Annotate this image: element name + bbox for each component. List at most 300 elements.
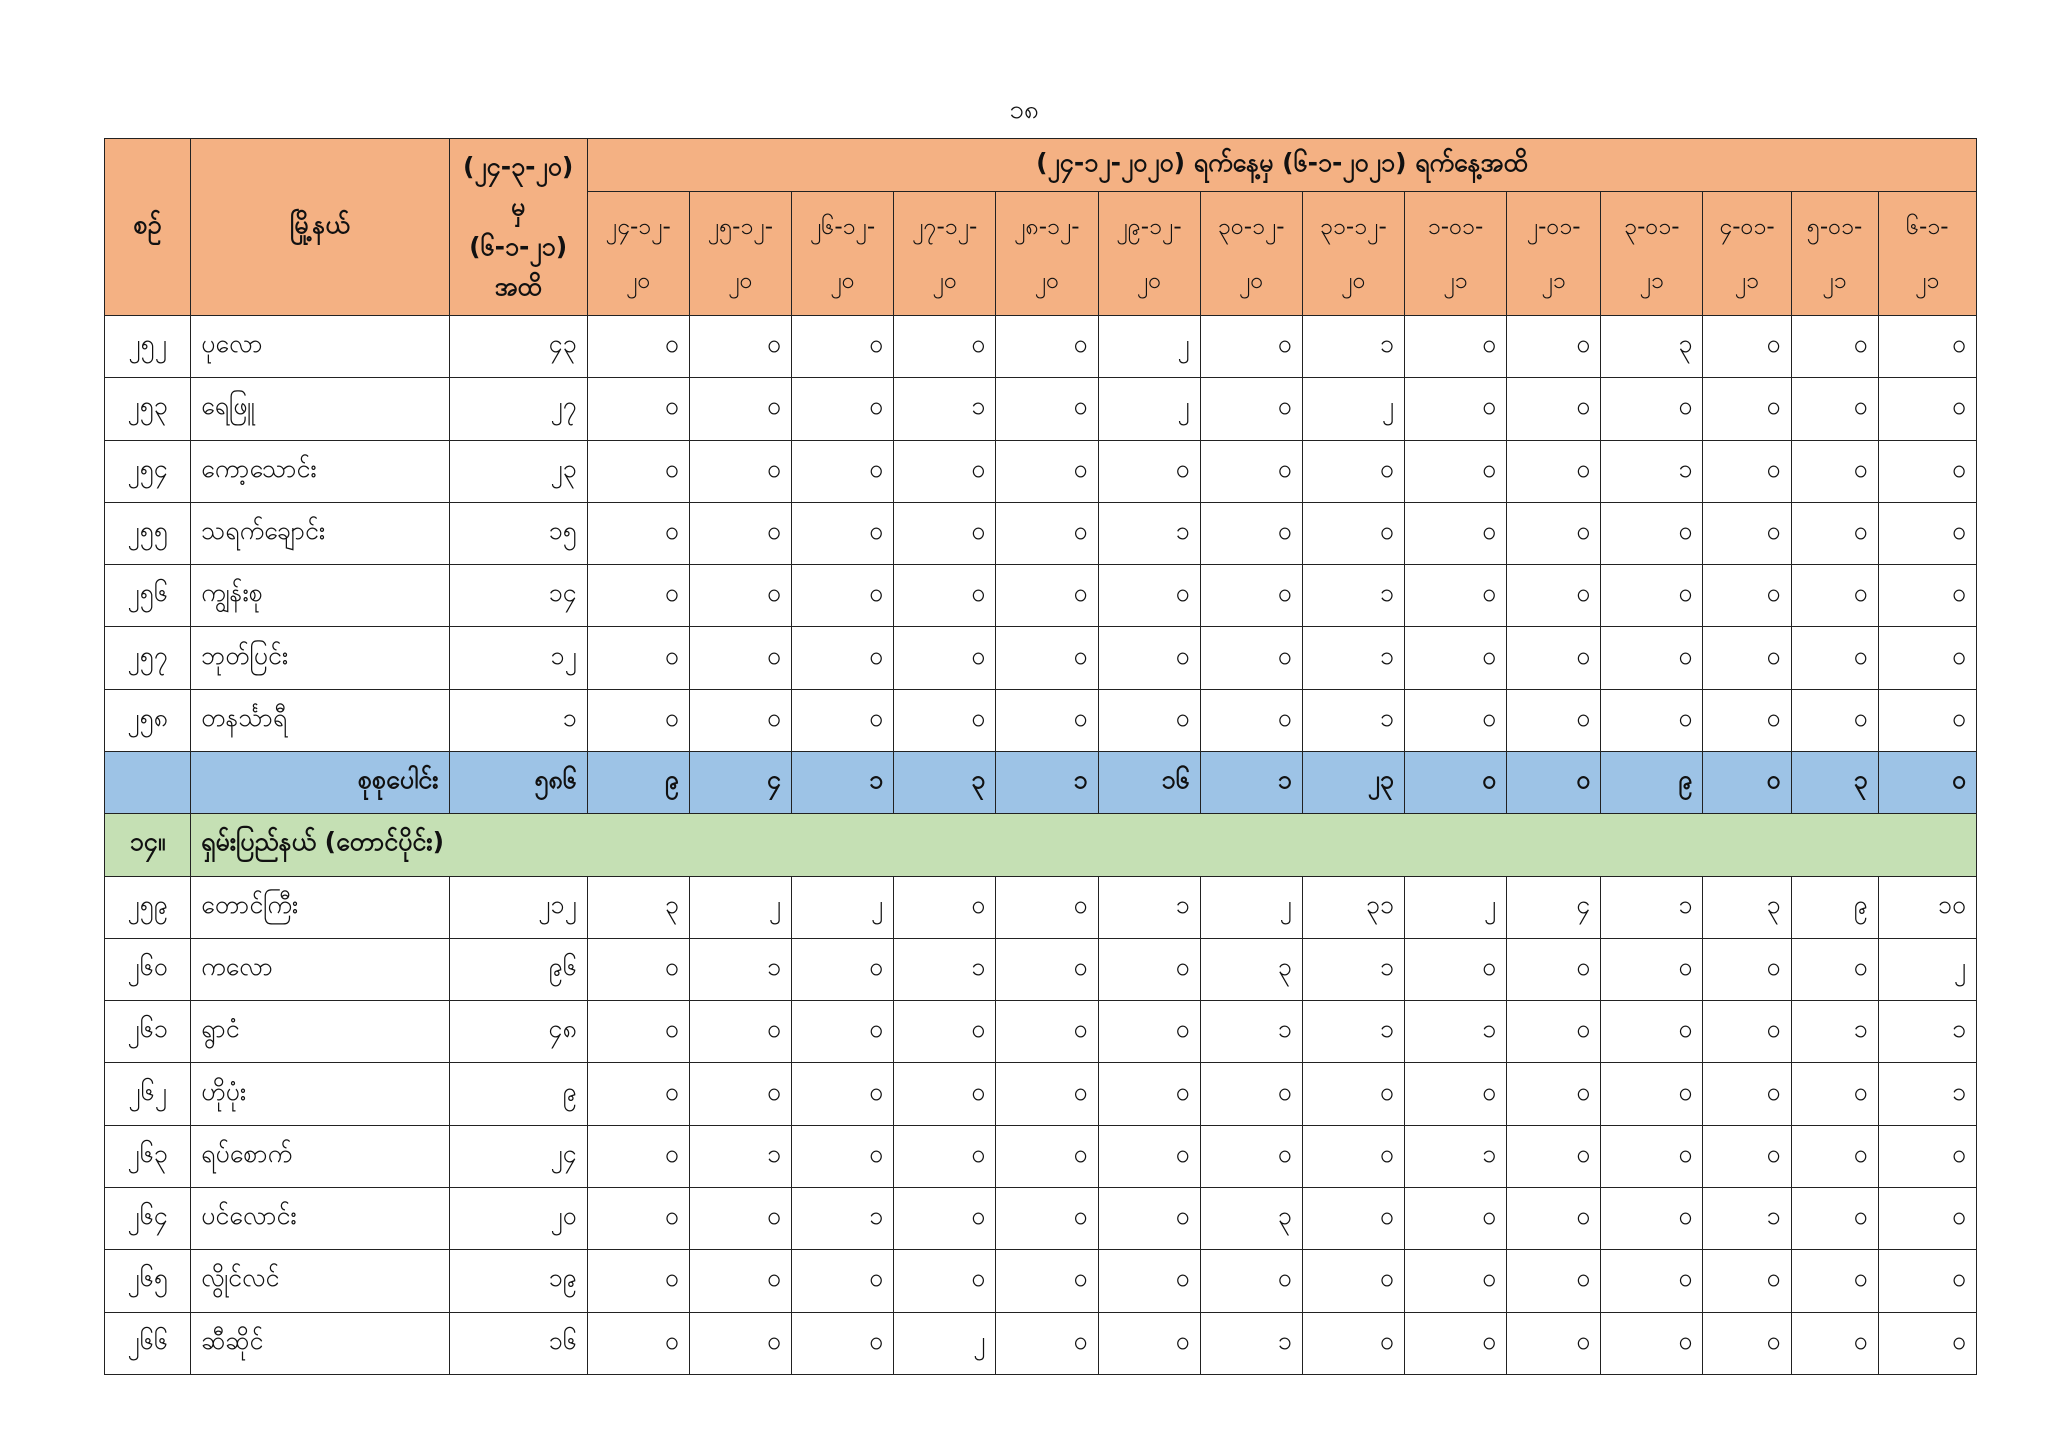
- row-daily-value: ၀: [1791, 1125, 1878, 1187]
- row-daily-value: ၀: [894, 1250, 996, 1312]
- row-daily-value: ၀: [689, 378, 791, 440]
- row-daily-value: ၀: [1878, 1125, 1976, 1187]
- row-township-name: လွိုင်လင်: [191, 1250, 449, 1312]
- header-date-day: ၂၄-၁၂-: [605, 213, 671, 240]
- row-daily-value: ၀: [1404, 378, 1506, 440]
- row-daily-value: ၀: [1791, 316, 1878, 378]
- row-serial: ၂၆၀: [105, 938, 191, 1000]
- header-date-year: ၂၀: [1136, 267, 1162, 294]
- row-daily-value: ၀: [792, 378, 894, 440]
- total-row: [105, 751, 1977, 813]
- row-daily-value: ၀: [996, 1312, 1098, 1375]
- row-total: ၂၃: [449, 440, 587, 502]
- header-date-year: ၂၀: [1034, 267, 1060, 294]
- row-daily-value: ၀: [689, 502, 791, 564]
- header-date-year: ၂၁: [1915, 267, 1940, 294]
- row-daily-value: ၀: [1098, 938, 1200, 1000]
- row-daily-value: ၀: [1098, 1063, 1200, 1125]
- row-daily-value: ၀: [792, 938, 894, 1000]
- row-serial: ၂၆၆: [105, 1312, 191, 1375]
- row-township-name: ရေဖြူ: [191, 378, 449, 440]
- row-serial: ၂၅၅: [105, 502, 191, 564]
- row-daily-value: ၁: [1404, 1001, 1506, 1063]
- row-daily-value: ၀: [1507, 938, 1601, 1000]
- row-total: ၁: [449, 689, 587, 751]
- row-township-name: ဟိုပုံး: [191, 1063, 449, 1125]
- header-date: [1791, 192, 1878, 316]
- row-daily-value: ၀: [1404, 627, 1506, 689]
- total-row-value: ၁: [996, 751, 1098, 813]
- row-daily-value: ၀: [1507, 1312, 1601, 1375]
- total-row-value: ၃: [1791, 751, 1878, 813]
- header-date: [1878, 192, 1976, 316]
- row-daily-value: ၀: [689, 1001, 791, 1063]
- row-daily-value: ၀: [1302, 1187, 1404, 1249]
- row-daily-value: ၀: [587, 689, 689, 751]
- row-daily-value: ၀: [792, 1001, 894, 1063]
- row-total: ၂၄: [449, 1125, 587, 1187]
- row-daily-value: ၀: [996, 689, 1098, 751]
- row-serial: ၂၅၈: [105, 689, 191, 751]
- row-daily-value: ၀: [1791, 1250, 1878, 1312]
- row-daily-value: ၀: [587, 502, 689, 564]
- row-daily-value: ၀: [1878, 1250, 1976, 1312]
- row-daily-value: ၀: [792, 502, 894, 564]
- header-date-day: ၃-၀၁-: [1624, 213, 1680, 240]
- row-daily-value: ၀: [1791, 1187, 1878, 1249]
- header-date: [689, 192, 791, 316]
- row-daily-value: ၀: [689, 689, 791, 751]
- row-daily-value: ၀: [1601, 1187, 1703, 1249]
- row-serial: ၂၆၄: [105, 1187, 191, 1249]
- row-daily-value: ၁: [1601, 440, 1703, 502]
- row-daily-value: ၀: [1601, 1312, 1703, 1375]
- row-township-name: ကျွန်းစု: [191, 565, 449, 627]
- row-daily-value: ၀: [1703, 1125, 1791, 1187]
- row-total: ၂၀: [449, 1187, 587, 1249]
- row-daily-value: ၂: [1098, 316, 1200, 378]
- row-daily-value: ၀: [1404, 1187, 1506, 1249]
- row-daily-value: ၁: [1302, 316, 1404, 378]
- total-row-label: စုစုပေါင်း: [191, 751, 449, 813]
- row-daily-value: ၀: [996, 876, 1098, 938]
- header-date-day: ၂၅-၁၂-: [707, 213, 773, 240]
- row-daily-value: ၂: [1200, 876, 1302, 938]
- header-date-year: ၂၁: [1541, 267, 1566, 294]
- section-row: [105, 814, 1977, 876]
- row-daily-value: ၀: [1601, 689, 1703, 751]
- row-daily-value: ၀: [996, 1001, 1098, 1063]
- row-daily-value: ၀: [792, 1125, 894, 1187]
- row-daily-value: ၀: [587, 1125, 689, 1187]
- header-date-year: ၂၀: [626, 267, 651, 294]
- row-daily-value: ၀: [1791, 440, 1878, 502]
- total-row-value: ၃: [894, 751, 996, 813]
- row-daily-value: ၀: [996, 1250, 1098, 1312]
- row-serial: ၂၅၉: [105, 876, 191, 938]
- row-daily-value: ၀: [1507, 440, 1601, 502]
- row-daily-value: ၀: [1200, 627, 1302, 689]
- header-date-year: ၂၁: [1734, 267, 1760, 294]
- header-date-day: ၂၈-၁၂-: [1014, 213, 1080, 240]
- row-daily-value: ၀: [1200, 1063, 1302, 1125]
- row-daily-value: ၀: [1098, 1187, 1200, 1249]
- table-row: [105, 1250, 1977, 1312]
- table-row: [105, 502, 1977, 564]
- row-daily-value: ၃: [1200, 1187, 1302, 1249]
- header-date-day: ၃၁-၁၂-: [1320, 213, 1387, 240]
- header-total-range: [449, 139, 587, 316]
- section-title: ရှမ်းပြည်နယ် (တောင်ပိုင်း): [191, 814, 1977, 876]
- row-daily-value: ၁: [1791, 1001, 1878, 1063]
- total-row-value: ၀: [1404, 751, 1506, 813]
- row-total: ၁၅: [449, 502, 587, 564]
- row-daily-value: ၁: [689, 938, 791, 1000]
- row-daily-value: ၀: [1791, 689, 1878, 751]
- row-daily-value: ၀: [587, 1250, 689, 1312]
- row-daily-value: ၁: [1302, 1001, 1404, 1063]
- row-daily-value: ၀: [792, 440, 894, 502]
- row-serial: ၂၆၃: [105, 1125, 191, 1187]
- row-daily-value: ၀: [1507, 689, 1601, 751]
- row-daily-value: ၀: [1200, 316, 1302, 378]
- row-daily-value: ၀: [792, 1063, 894, 1125]
- row-daily-value: ၀: [1200, 502, 1302, 564]
- row-total: ၁၄: [449, 565, 587, 627]
- row-daily-value: ၀: [1703, 938, 1791, 1000]
- row-daily-value: ၁: [1302, 938, 1404, 1000]
- row-daily-value: ၀: [1878, 378, 1976, 440]
- row-daily-value: ၁: [1098, 876, 1200, 938]
- row-daily-value: ၀: [689, 1063, 791, 1125]
- header-date-day: ၂၆-၁၂-: [810, 213, 876, 240]
- row-daily-value: ၀: [894, 1063, 996, 1125]
- row-daily-value: ၀: [587, 938, 689, 1000]
- row-daily-value: ၀: [1507, 1063, 1601, 1125]
- row-township-name: တောင်ကြီး: [191, 876, 449, 938]
- row-daily-value: ၀: [1302, 440, 1404, 502]
- header-date-year: ၂၁: [1443, 267, 1468, 294]
- total-row-value: ၉: [587, 751, 689, 813]
- row-daily-value: ၀: [1302, 1312, 1404, 1375]
- row-daily-value: ၃၁: [1302, 876, 1404, 938]
- total-range-line3: (၆-၁-၂၁): [469, 232, 568, 261]
- row-daily-value: ၀: [1098, 440, 1200, 502]
- table-row: [105, 1312, 1977, 1375]
- row-daily-value: ၀: [996, 627, 1098, 689]
- row-daily-value: ၁: [1098, 502, 1200, 564]
- row-daily-value: ၂: [792, 876, 894, 938]
- header-date: [792, 192, 894, 316]
- row-total: ၁၉: [449, 1250, 587, 1312]
- row-daily-value: ၀: [1404, 1063, 1506, 1125]
- table-row: [105, 627, 1977, 689]
- row-daily-value: ၀: [1791, 627, 1878, 689]
- row-daily-value: ၀: [1601, 1001, 1703, 1063]
- header-date-day: ၂၇-၁၂-: [912, 213, 978, 240]
- row-daily-value: ၀: [792, 689, 894, 751]
- row-daily-value: ၀: [894, 440, 996, 502]
- row-daily-value: ၀: [1703, 1250, 1791, 1312]
- row-daily-value: ၁: [1703, 1187, 1791, 1249]
- row-daily-value: ၀: [1703, 1001, 1791, 1063]
- header-date-year: ၂၁: [1822, 267, 1847, 294]
- row-daily-value: ၀: [689, 1187, 791, 1249]
- header-date-day: ၁-၀၁-: [1427, 213, 1484, 240]
- header-date-day: ၅-၀၁-: [1806, 213, 1863, 240]
- page-number: ၁၈: [1009, 95, 1039, 125]
- row-daily-value: ၀: [894, 502, 996, 564]
- table-header: [105, 139, 1977, 316]
- row-daily-value: ၀: [1507, 1001, 1601, 1063]
- header-date: [1302, 192, 1404, 316]
- row-daily-value: ၀: [996, 565, 1098, 627]
- row-daily-value: ၁: [1302, 689, 1404, 751]
- total-row-value: ၁၆: [1098, 751, 1200, 813]
- row-daily-value: ၀: [1507, 1187, 1601, 1249]
- row-daily-value: ၀: [1791, 502, 1878, 564]
- table-row: [105, 1125, 1977, 1187]
- row-total: ၂၁၂: [449, 876, 587, 938]
- section-number: ၁၄။: [105, 814, 191, 876]
- row-daily-value: ၁: [1878, 1063, 1976, 1125]
- row-daily-value: ၁: [1302, 565, 1404, 627]
- table-row: [105, 378, 1977, 440]
- row-daily-value: ၀: [1098, 565, 1200, 627]
- row-township-name: ပင်လောင်း: [191, 1187, 449, 1249]
- row-daily-value: ၀: [689, 627, 791, 689]
- header-date-year: ၂၀: [932, 267, 957, 294]
- row-serial: ၂၆၂: [105, 1063, 191, 1125]
- row-daily-value: ၀: [587, 1001, 689, 1063]
- header-serial: စဉ်: [105, 139, 191, 316]
- row-daily-value: ၀: [1791, 1312, 1878, 1375]
- row-daily-value: ၀: [996, 1187, 1098, 1249]
- row-daily-value: ၂: [1404, 876, 1506, 938]
- row-daily-value: ၀: [1404, 440, 1506, 502]
- total-row-total: ၅၈၆: [449, 751, 587, 813]
- row-daily-value: ၀: [1200, 1250, 1302, 1312]
- header-date: [1404, 192, 1506, 316]
- row-daily-value: ၃: [587, 876, 689, 938]
- total-row-value: ၁: [1200, 751, 1302, 813]
- row-daily-value: ၀: [894, 316, 996, 378]
- row-daily-value: ၀: [792, 627, 894, 689]
- row-daily-value: ၀: [1098, 1312, 1200, 1375]
- row-serial: ၂၅၇: [105, 627, 191, 689]
- row-daily-value: ၀: [996, 440, 1098, 502]
- total-range-line4: အထိ: [494, 272, 542, 301]
- row-daily-value: ၀: [1404, 565, 1506, 627]
- row-daily-value: ၀: [1703, 316, 1791, 378]
- row-township-name: ကော့သောင်း: [191, 440, 449, 502]
- table-row: [105, 1063, 1977, 1125]
- row-daily-value: ၀: [1791, 938, 1878, 1000]
- total-row-value: ၄: [689, 751, 791, 813]
- header-date-day: ၂၉-၁၂-: [1116, 213, 1182, 240]
- row-daily-value: ၀: [894, 1187, 996, 1249]
- row-daily-value: ၀: [1601, 627, 1703, 689]
- row-daily-value: ၀: [1703, 1312, 1791, 1375]
- table-row: [105, 440, 1977, 502]
- row-daily-value: ၀: [689, 1250, 791, 1312]
- row-daily-value: ၀: [1703, 502, 1791, 564]
- row-daily-value: ၀: [1878, 1312, 1976, 1375]
- row-daily-value: ၀: [1200, 689, 1302, 751]
- row-daily-value: ၄: [1507, 876, 1601, 938]
- row-daily-value: ၀: [1703, 378, 1791, 440]
- row-daily-value: ၃: [1200, 938, 1302, 1000]
- row-township-name: တနင်္သာရီ: [191, 689, 449, 751]
- row-daily-value: ၁: [1302, 627, 1404, 689]
- row-daily-value: ၂: [1302, 378, 1404, 440]
- row-daily-value: ၀: [792, 1250, 894, 1312]
- row-daily-value: ၀: [1703, 1063, 1791, 1125]
- total-range-line1: (၂၄-၃-၂၀): [462, 152, 574, 181]
- header-date-day: ၃၀-၁၂-: [1217, 213, 1285, 240]
- row-daily-value: ၂: [689, 876, 791, 938]
- total-row-value: ၀: [1878, 751, 1976, 813]
- row-serial: ၂၅၆: [105, 565, 191, 627]
- row-daily-value: ၀: [587, 378, 689, 440]
- row-daily-value: ၀: [1703, 689, 1791, 751]
- row-daily-value: ၀: [1507, 502, 1601, 564]
- row-township-name: ဘုတ်ပြင်း: [191, 627, 449, 689]
- row-daily-value: ၀: [587, 1187, 689, 1249]
- row-total: ၁၂: [449, 627, 587, 689]
- row-daily-value: ၀: [1878, 440, 1976, 502]
- header-date-year: ၂၀: [728, 267, 753, 294]
- row-serial: ၂၆၁: [105, 1001, 191, 1063]
- row-daily-value: ၀: [1507, 378, 1601, 440]
- header-date-year: ၂၁: [1639, 267, 1664, 294]
- row-total: ၉၆: [449, 938, 587, 1000]
- row-serial: ၂၅၃: [105, 378, 191, 440]
- row-daily-value: ၀: [1601, 1125, 1703, 1187]
- row-daily-value: ၀: [1601, 378, 1703, 440]
- header-date: [1098, 192, 1200, 316]
- row-daily-value: ၀: [1507, 565, 1601, 627]
- row-daily-value: ၀: [1601, 1063, 1703, 1125]
- row-daily-value: ၀: [792, 1312, 894, 1375]
- row-daily-value: ၀: [1791, 378, 1878, 440]
- row-daily-value: ၀: [1404, 502, 1506, 564]
- covid-cases-table: [104, 138, 1977, 1375]
- row-daily-value: ၀: [1791, 565, 1878, 627]
- row-total: ၄၃: [449, 316, 587, 378]
- table-row: [105, 876, 1977, 938]
- row-daily-value: ၀: [1200, 440, 1302, 502]
- row-total: ၉: [449, 1063, 587, 1125]
- row-daily-value: ၂: [1878, 938, 1976, 1000]
- row-township-name: ရပ်စောက်: [191, 1125, 449, 1187]
- row-daily-value: ၀: [1200, 1125, 1302, 1187]
- row-daily-value: ၁: [1200, 1312, 1302, 1375]
- row-daily-value: ၁: [792, 1187, 894, 1249]
- row-daily-value: ၀: [1878, 689, 1976, 751]
- row-daily-value: ၀: [1507, 1125, 1601, 1187]
- row-daily-value: ၂: [1098, 378, 1200, 440]
- row-daily-value: ၀: [1601, 565, 1703, 627]
- row-daily-value: ၀: [894, 627, 996, 689]
- total-row-value: ၉: [1601, 751, 1703, 813]
- row-daily-value: ၀: [1098, 627, 1200, 689]
- header-date: [1200, 192, 1302, 316]
- table-row: [105, 316, 1977, 378]
- row-daily-value: ၀: [1507, 316, 1601, 378]
- row-township-name: ရွာငံ: [191, 1001, 449, 1063]
- header-date-day: ၂-၀၁-: [1526, 213, 1581, 240]
- row-daily-value: ၀: [1878, 627, 1976, 689]
- row-daily-value: ၀: [1098, 1001, 1200, 1063]
- header-date: [996, 192, 1098, 316]
- row-daily-value: ၀: [1404, 938, 1506, 1000]
- row-daily-value: ၀: [792, 316, 894, 378]
- row-daily-value: ၀: [996, 938, 1098, 1000]
- row-serial: ၂၅၄: [105, 440, 191, 502]
- row-total: ၁၆: [449, 1312, 587, 1375]
- row-daily-value: ၀: [1404, 1250, 1506, 1312]
- table-row: [105, 689, 1977, 751]
- row-daily-value: ၀: [1302, 1250, 1404, 1312]
- row-daily-value: ၀: [1200, 378, 1302, 440]
- row-total: ၂၇: [449, 378, 587, 440]
- row-daily-value: ၀: [587, 440, 689, 502]
- row-daily-value: ၀: [1302, 1063, 1404, 1125]
- row-daily-value: ၁: [1200, 1001, 1302, 1063]
- header-date-year: ၂၀: [1239, 267, 1264, 294]
- row-daily-value: ၀: [1302, 502, 1404, 564]
- row-daily-value: ၀: [1703, 440, 1791, 502]
- row-daily-value: ၀: [1302, 1125, 1404, 1187]
- total-row-value: ၀: [1507, 751, 1601, 813]
- row-daily-value: ၀: [894, 876, 996, 938]
- row-township-name: ပုလော: [191, 316, 449, 378]
- row-daily-value: ၀: [1200, 565, 1302, 627]
- row-daily-value: ၀: [894, 1001, 996, 1063]
- row-daily-value: ၂: [894, 1312, 996, 1375]
- row-daily-value: ၃: [1601, 316, 1703, 378]
- header-date-day: ၄-၀၁-: [1719, 213, 1775, 240]
- total-range-line2: မှ: [510, 192, 526, 221]
- header-daily-range: (၂၄-၁၂-၂၀၂၀) ရက်နေ့မှ (၆-၁-၂၀၂၁) ရက်နေ့အထိ: [587, 139, 1976, 192]
- total-row-value: ၂၃: [1302, 751, 1404, 813]
- row-daily-value: ၀: [1507, 627, 1601, 689]
- row-daily-value: ၀: [689, 1312, 791, 1375]
- table-row: [105, 938, 1977, 1000]
- row-daily-value: ၀: [587, 1312, 689, 1375]
- row-daily-value: ၀: [587, 1063, 689, 1125]
- row-daily-value: ၀: [1703, 565, 1791, 627]
- row-daily-value: ၁: [689, 1125, 791, 1187]
- header-date: [894, 192, 996, 316]
- row-daily-value: ၀: [1098, 689, 1200, 751]
- row-daily-value: ၀: [894, 1125, 996, 1187]
- header-date: [1507, 192, 1601, 316]
- row-daily-value: ၀: [1404, 1312, 1506, 1375]
- table-row: [105, 1001, 1977, 1063]
- row-daily-value: ၀: [1098, 1125, 1200, 1187]
- row-daily-value: ၀: [1601, 1250, 1703, 1312]
- row-daily-value: ၀: [996, 378, 1098, 440]
- row-township-name: ကလော: [191, 938, 449, 1000]
- row-daily-value: ၀: [1791, 1063, 1878, 1125]
- row-daily-value: ၀: [1404, 689, 1506, 751]
- row-daily-value: ၁၀: [1878, 876, 1976, 938]
- row-daily-value: ၀: [996, 1125, 1098, 1187]
- row-daily-value: ၀: [1878, 502, 1976, 564]
- row-daily-value: ၉: [1791, 876, 1878, 938]
